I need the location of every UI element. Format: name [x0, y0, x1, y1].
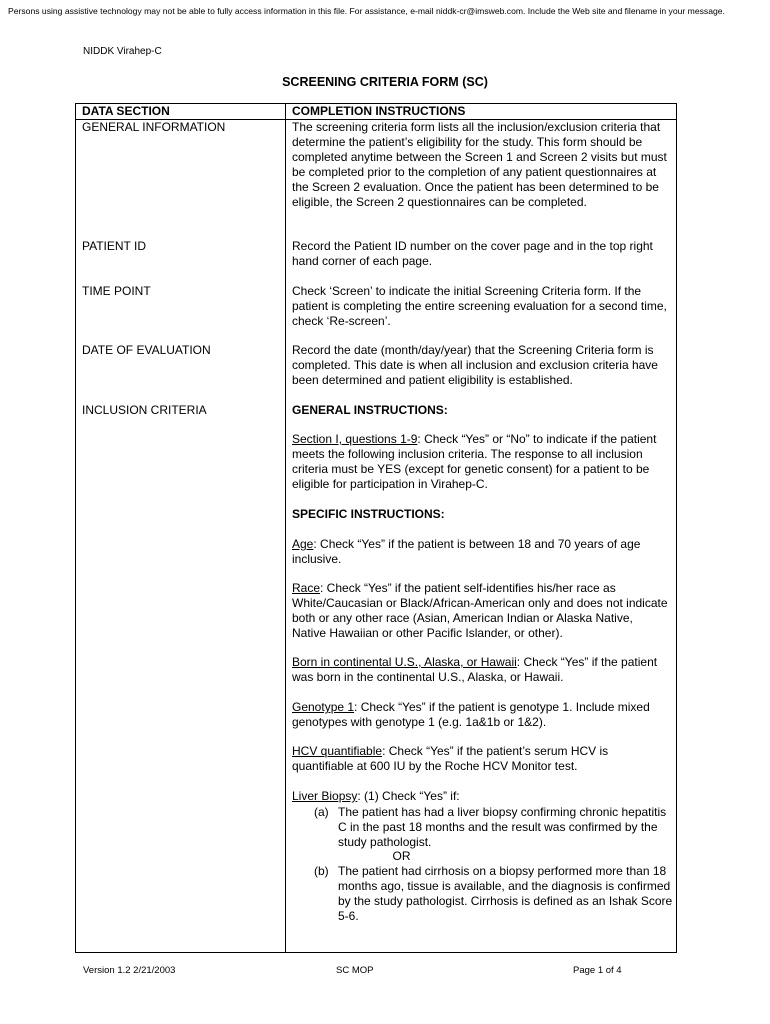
footer-version: Version 1.2 2/21/2003 [83, 965, 176, 976]
hcv-label: HCV quantifiable [292, 744, 383, 758]
accessibility-notice: Persons using assistive technology may not be able to fully access information in this file. For assistance, e-mail niddk-cr@imsweb.com. Include the Web site and filename in your message. [8, 6, 725, 16]
item-b-marker: (b) [314, 864, 329, 878]
document-title: SCREENING CRITERIA FORM (SC) [282, 75, 488, 89]
race-label: Race [292, 581, 321, 595]
date-of-evaluation-label: DATE OF EVALUATION [82, 343, 211, 357]
race-instruction: Race: Check “Yes” if the patient self-identifies his/her race as White/Caucasian or Black/African-American only and does not indicate both or any other race (Asian, American Indian or Alaska Native, Native Hawaiian or other Pacific Islander, or other). [292, 581, 668, 640]
liver-biopsy-label: Liver Biopsy [292, 789, 358, 803]
section-one-label: Section I, questions 1-9 [292, 432, 418, 446]
hcv-instruction: HCV quantifiable: Check “Yes” if the patient’s serum HCV is quantifiable at 600 IU by the Roche HCV Monitor test. [292, 744, 609, 773]
biopsy-item-a [314, 805, 674, 850]
birthplace-label: Born in continental U.S., Alaska, or Hawaii [292, 655, 517, 669]
patient-id-label: PATIENT ID [82, 239, 147, 253]
genotype-instruction: Genotype 1: Check “Yes” if the patient is genotype 1. Include mixed genotypes with genotype 1 (e.g. 1a&1b or 1&2). [292, 700, 650, 729]
section-one-instruction: Section I, questions 1-9: Check “Yes” or “No” to indicate if the patient meets the following inclusion criteria. The response to all inclusion criteria must be YES (except for genetic consent) for a patient to be eligible for participation in Virahep-C. [292, 432, 657, 491]
item-a-marker: (a) [314, 805, 329, 819]
footer-page-number: Page 1 of 4 [573, 965, 622, 976]
general-information-text: The screening criteria form lists all the inclusion/exclusion criteria that determine the patient’s eligibility for the study. This form should be completed anytime between the Screen 1 and Screen 2 visits but must be completed prior to the completion of any patient questionnaires at the Screen 2 evaluation. Once the patient has been determined to be eligible, the Screen 2 questionnaires can be completed. [292, 120, 667, 209]
column-divider [285, 103, 286, 953]
liver-biopsy-instruction: Liver Biopsy: (1) Check “Yes” if: [292, 789, 460, 803]
time-point-text: Check ‘Screen’ to indicate the initial Screening Criteria form. If the patient is completing the entire screening evaluation for a second time, check ‘Re-screen’. [292, 284, 667, 328]
or-separator: OR [392, 849, 411, 863]
item-a-text: The patient has had a liver biopsy confirming chronic hepatitis C in the past 18 months and the result was confirmed by the study pathologist. [338, 805, 667, 849]
footer-center: SC MOP [336, 965, 374, 976]
completion-instructions-heading: COMPLETION INSTRUCTIONS [292, 104, 466, 118]
time-point-label: TIME POINT [82, 284, 151, 298]
biopsy-item-b [314, 864, 674, 924]
specific-instructions-heading: SPECIFIC INSTRUCTIONS: [292, 507, 445, 521]
birthplace-instruction: Born in continental U.S., Alaska, or Hawaii: Check “Yes” if the patient was born in the continental U.S., Alaska, or Hawaii. [292, 655, 658, 684]
item-b-text: The patient had cirrhosis on a biopsy performed more than 18 months ago, tissue is available, and the diagnosis is confirmed by the study pathologist. Cirrhosis is defined as an Ishak Score 5-6. [338, 864, 673, 923]
inclusion-criteria-label: INCLUSION CRITERIA [82, 403, 207, 417]
genotype-label: Genotype 1 [292, 700, 355, 714]
age-instruction: Age: Check “Yes” if the patient is between 18 and 70 years of age inclusive. [292, 537, 641, 566]
patient-id-text: Record the Patient ID number on the cover page and in the top right hand corner of each page. [292, 239, 653, 268]
data-section-heading: DATA SECTION [82, 104, 170, 118]
age-label: Age [292, 537, 314, 551]
date-of-evaluation-text: Record the date (month/day/year) that the Screening Criteria form is completed. This date is when all inclusion and exclusion criteria have been determined and patient eligibility is established. [292, 343, 658, 387]
general-information-label: GENERAL INFORMATION [82, 120, 226, 134]
study-name: NIDDK Virahep-C [83, 46, 162, 57]
general-instructions-heading: GENERAL INSTRUCTIONS: [292, 403, 448, 417]
